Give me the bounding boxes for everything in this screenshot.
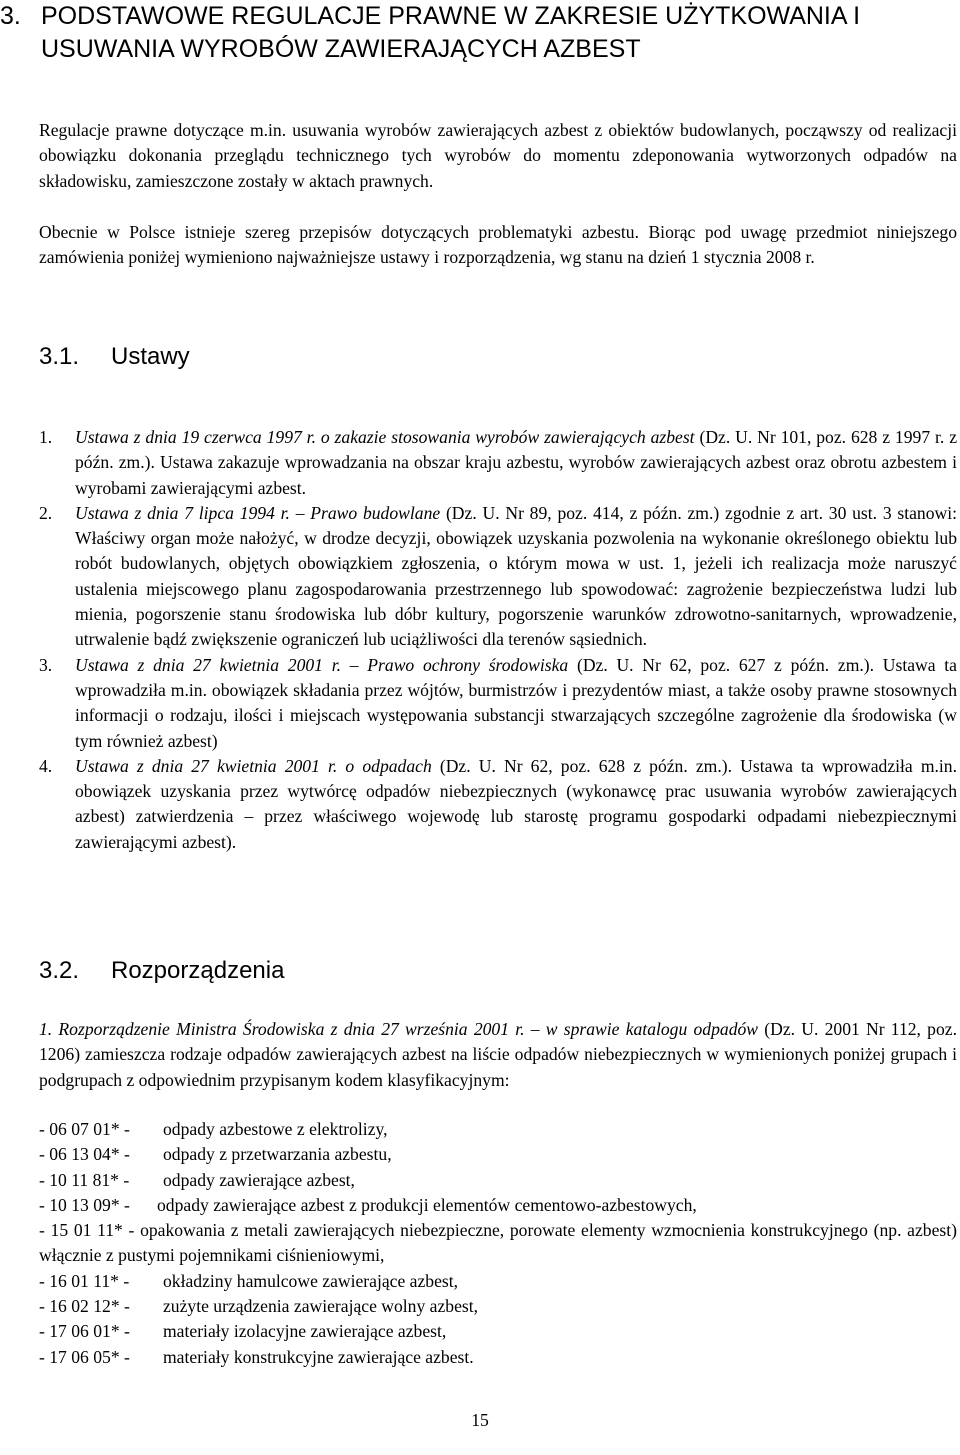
act-title: Ustawa z dnia 27 kwietnia 2001 r. bbox=[75, 755, 338, 776]
intro-paragraph-1: Regulacje prawne dotyczące m.in. usuwania wyrobów zawierających azbest z obiektów budowlanych, począwszy od realizacji obowiązku dokonania przeglądu technicznego tych wyrobów do momentu zdeponowania wytworzonych odpadów na składowisku, zamieszczone zostały w aktach prawnych. bbox=[39, 120, 957, 191]
intro-paragraph-2: Obecnie w Polsce istnieje szereg przepisów dotyczących problematyki azbestu. Biorąc pod uwagę przedmiot niniejszego zamówienia poniżej wymieniono najważniejsze ustawy i rozporządzenia, wg stanu na dzień 1 stycznia 2008 r. bbox=[39, 222, 957, 268]
act-subject: – Prawo budowlane bbox=[289, 502, 441, 523]
list-item bbox=[39, 754, 957, 855]
section-number: 3.1. bbox=[39, 343, 80, 370]
list-item bbox=[39, 1345, 957, 1370]
act-subject: o odpadach bbox=[337, 755, 432, 776]
act-subject: – Prawo ochrony środowiska bbox=[341, 654, 569, 675]
waste-description: odpady azbestowe z elektrolizy, bbox=[163, 1119, 388, 1139]
act-title: Ustawa z dnia 27 kwietnia 2001 r. bbox=[75, 654, 342, 675]
list-item-number: 2. bbox=[39, 502, 53, 523]
chapter-title: PODSTAWOWE REGULACJE PRAWNE W ZAKRESIE UŻYTKOWANIA I USUWANIA WYROBÓW ZAWIERAJĄCYCH AZBEST bbox=[41, 2, 861, 63]
list-item bbox=[39, 1193, 957, 1218]
list-item bbox=[39, 425, 957, 501]
list-item-number: 4. bbox=[39, 755, 53, 776]
section-title: Ustawy bbox=[111, 343, 190, 370]
regulation-paragraph bbox=[39, 1017, 957, 1093]
waste-description: opakowania z metali zawierających niebezpieczne, porowate elementy wzmocnienia konstrukcyjnego (np. azbest) włącznie z pustymi pojemnikami ciśnieniowymi, bbox=[39, 1220, 957, 1266]
waste-code: - 06 13 04* - bbox=[39, 1144, 130, 1165]
act-description: (Dz. U. Nr 89, poz. 414, z późn. zm.) zgodnie z art. 30 ust. 3 stanowi: Właściwy organ może nałożyć, w drodze decyzji, obowiązek uzyskania pozwolenia na wykonanie określonego obiektu lub robót budowlanych, objętych obowiązkiem zgłoszenia, o którym mowa w ust. 1, jeżeli ich realizacja może naruszyć ustalenia miejscowego planu zagospodarowania przestrzennego lub spowodować: zagrożenie bezpieczeństwa ludzi lub mienia, pogorszenie stanu środowiska lub dóbr kultury, pogorszenie warunków zdrowotno-sanitarnych, wprowadzenie, utrwalenie bądź zwiększenie ograniczeń lub uciążliwości dla terenów sąsiednich. bbox=[75, 502, 958, 650]
waste-code-list bbox=[39, 1117, 957, 1370]
waste-description: okładziny hamulcowe zawierające azbest, bbox=[163, 1270, 459, 1291]
waste-code: - 17 06 05* - bbox=[39, 1346, 130, 1367]
page-number: 15 bbox=[471, 1410, 489, 1430]
waste-description: odpady zawierające azbest z produkcji elementów cementowo-azbestowych, bbox=[157, 1194, 697, 1215]
waste-description: zużyte urządzenia zawierające wolny azbest, bbox=[163, 1296, 479, 1317]
list-item-number: 3. bbox=[39, 654, 53, 675]
waste-code: - 10 11 81* - bbox=[39, 1169, 130, 1190]
waste-code: - 15 01 11* - bbox=[39, 1220, 135, 1241]
section-title: Rozporządzenia bbox=[111, 957, 285, 984]
waste-description: odpady z przetwarzania azbestu, bbox=[163, 1144, 392, 1165]
act-description: (Dz. U. Nr 62, poz. 627 z późn. zm.). Ustawa ta wprowadziła m.in. obowiązek składania przez wójtów, burmistrzów i prezydentów miast, a także osoby prawne stosownych informacji o rodzaju, ilości i miejscach występowania substancji stwarzających szczególne zagrożenie dla środowiska (w tym również azbest) bbox=[75, 654, 957, 751]
list-item bbox=[39, 1294, 957, 1319]
waste-description: materiały izolacyjne zawierające azbest, bbox=[163, 1321, 447, 1342]
waste-description: materiały konstrukcyjne zawierające azbest. bbox=[163, 1346, 474, 1367]
regulation-description: (Dz. U. 2001 Nr 112, poz. 1206) zamieszcza rodzaje odpadów zawierających azbest na liście odpadów niebezpiecznych w wymienionych poniżej grupach i podgrupach z odpowiednim przypisanym kodem klasyfikacyjnym: bbox=[39, 1019, 957, 1090]
act-description: (Dz. U. Nr 101, poz. 628 z 1997 r. z późn. zm.). Ustawa zakazuje wprowadzania na obszar kraju azbestu, wyrobów zawierających azbest oraz obrotu azbestem i wyrobami zawierającymi azbest. bbox=[75, 427, 957, 498]
regulation-title: Rozporządzenie Ministra Środowiska z dnia 27 września 2001 r. bbox=[52, 1019, 525, 1039]
regulation-number: 1. bbox=[39, 1019, 53, 1039]
list-item-number: 1. bbox=[39, 427, 53, 447]
chapter-number: 3. bbox=[0, 2, 21, 30]
list-item bbox=[39, 1269, 957, 1294]
waste-code: - 10 13 09* - bbox=[39, 1194, 130, 1215]
section-number: 3.2. bbox=[39, 957, 80, 984]
list-item bbox=[39, 1117, 957, 1142]
list-item bbox=[39, 1142, 957, 1167]
act-subject: o zakazie stosowania wyrobów zawierających azbest bbox=[315, 427, 695, 447]
act-description: (Dz. U. Nr 62, poz. 628 z późn. zm.). Ustawa ta wprowadziła m.in. obowiązek uzyskania przez wytwórcę odpadów niebezpiecznych (wykonawcę prac usuwania wyrobów zawierających azbest) zatwierdzenia – przez właściwego wojewodę lub starostę programu gospodarki odpadami niebezpiecznymi zawierającymi azbest). bbox=[75, 755, 957, 852]
act-title: Ustawa z dnia 7 lipca 1994 r. bbox=[75, 502, 290, 523]
waste-code: - 16 01 11* - bbox=[39, 1270, 130, 1291]
list-item bbox=[39, 1319, 957, 1344]
act-title: Ustawa z dnia 19 czerwca 1997 r. bbox=[75, 427, 316, 447]
ustawy-list bbox=[39, 425, 957, 855]
list-item bbox=[39, 1168, 957, 1193]
list-item bbox=[39, 1218, 957, 1269]
regulation-subject: – w sprawie katalogu odpadów bbox=[524, 1019, 759, 1039]
waste-code: - 16 02 12* - bbox=[39, 1296, 130, 1317]
waste-code: - 17 06 01* - bbox=[39, 1321, 130, 1342]
list-item bbox=[39, 653, 957, 754]
waste-code: - 06 07 01* - bbox=[39, 1119, 130, 1139]
list-item bbox=[39, 501, 957, 653]
waste-description: odpady zawierające azbest, bbox=[163, 1169, 355, 1190]
